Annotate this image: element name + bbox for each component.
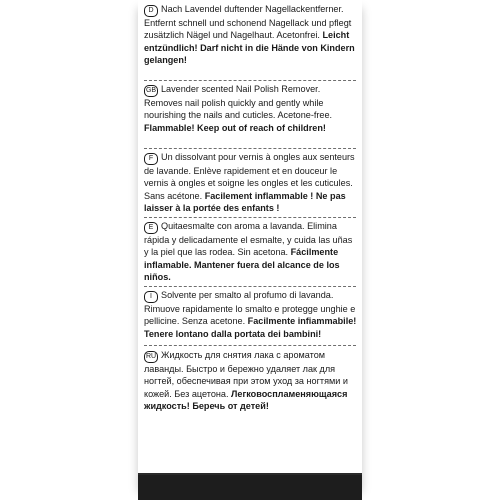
language-badge-it: I xyxy=(144,291,158,303)
section-divider xyxy=(144,345,356,346)
section-italian-text: Solvente per smalto al profumo di lavanda. Rimuove rapidamente lo smalto e protegge unghie e pellicine. Senza acetone. xyxy=(144,290,356,327)
section-french-warning: Facilement inflammable ! Ne pas laisser à la portée des enfants ! xyxy=(144,190,346,213)
section-spanish xyxy=(144,220,357,283)
section-italian xyxy=(144,289,357,340)
product-label-panel xyxy=(138,0,362,500)
section-russian-warning: Легковоспламеняющаяся жидкость! Беречь от детей! xyxy=(144,388,348,411)
language-badge-ru: RU xyxy=(144,351,158,363)
section-german xyxy=(144,3,357,66)
section-french-text: Un dissolvant pour vernis à ongles aux senteurs de lavande. Enlève rapidement et en douceur le vernis à ongles et soigne les ongles et les cuticules. Sans acétone. xyxy=(144,152,355,201)
section-russian-text: Жидкость для снятия лака с ароматом лаванды. Быстро и бережно удаляет лак для ногтей, обеспечивая при этом уход за ногтями и кожей. Без ацетона. xyxy=(144,350,348,399)
section-spanish-text: Quitaesmalte con aroma a lavanda. Elimina rápida y delicadamente el esmalte, y cuida las uñas y la piel que las rodea. Sin acetona. xyxy=(144,221,353,258)
section-french xyxy=(144,151,357,214)
section-divider xyxy=(144,80,356,81)
section-russian xyxy=(144,349,357,412)
language-badge-fr: F xyxy=(144,153,158,165)
section-spanish-warning: Fácilmente inflamable. Mantener fuera del alcance de los niños. xyxy=(144,247,340,282)
language-badge-de: D xyxy=(144,5,158,17)
label-bottom-band xyxy=(138,473,362,500)
section-german-warning: Leicht entzündlich! Darf nicht in die Hände von Kindern gelangen! xyxy=(144,30,355,65)
section-english xyxy=(144,83,357,134)
language-badge-es: E xyxy=(144,222,158,234)
section-italian-warning: Facilmente infiammabile! Tenere lontano dalla portata dei bambini! xyxy=(144,316,357,339)
language-badge-gb: GB xyxy=(144,85,158,97)
section-german-text: Nach Lavendel duftender Nagellackentferner. Entfernt schnell und schonend Nagellack und pflegt zusätzlich Nägel und Nagelhaut. Acetonfrei. xyxy=(144,4,352,41)
section-english-text: Lavender scented Nail Polish Remover. Removes nail polish quickly and gently while nourishing the nails and cuticles. Acetone-free. xyxy=(144,84,333,121)
section-divider xyxy=(144,286,356,287)
section-divider xyxy=(144,148,356,149)
section-divider xyxy=(144,217,356,218)
section-english-warning: Flammable! Keep out of reach of children! xyxy=(144,122,326,133)
